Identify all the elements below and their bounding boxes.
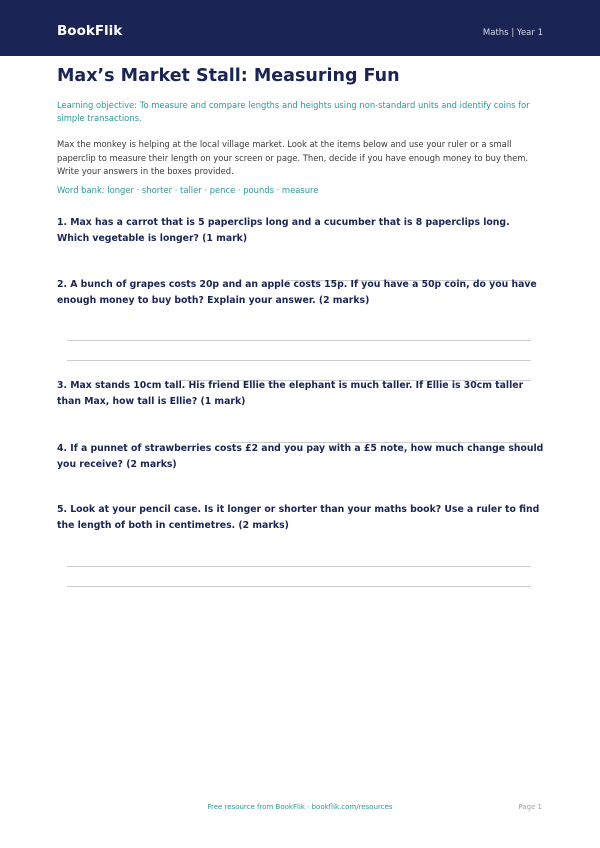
brand-logo: BookFlik	[57, 23, 123, 39]
question-2: 2. A bunch of grapes costs 20p and an apple costs 15p. If you have a 50p coin, do you have enough money to buy both? Explain your answer. (2 marks)	[57, 279, 537, 306]
answer-line[interactable]	[67, 566, 531, 567]
intro-text: Max the monkey is helping at the local village market. Look at the items below and use your ruler or a small paperclip to measure their length on your screen or page. Then, decide if you have enough money to buy them. Write your answers in the boxes provided.	[57, 139, 529, 176]
page-number: Page 1	[518, 803, 542, 811]
question-4: 4. If a punnet of strawberries costs £2 and you pay with a £5 note, how much change should you receive? (2 marks)	[57, 443, 544, 470]
subject-year-label: Maths | Year 1	[482, 28, 543, 38]
question-5: 5. Look at your pencil case. Is it longer or shorter than your maths book? Use a ruler to find the length of both in centimetres. (2 marks)	[57, 504, 540, 531]
page-header	[0, 0, 600, 56]
learning-objective: Learning objective: To measure and compare lengths and heights using non-standard units and identify coins for simple transactions.	[57, 100, 530, 123]
footer-resource-link[interactable]: Free resource from BookFlik · bookflik.com/resources	[207, 803, 393, 811]
word-bank: Word bank: longer · shorter · taller · pence · pounds · measure	[57, 185, 319, 195]
answer-line[interactable]	[67, 340, 531, 341]
page-title: Max’s Market Stall: Measuring Fun	[57, 66, 400, 86]
answer-line[interactable]	[67, 586, 531, 587]
question-3: 3. Max stands 10cm tall. His friend Ellie the elephant is much taller. If Ellie is 30cm taller than Max, how tall is Ellie? (1 mark)	[57, 380, 524, 407]
question-1: 1. Max has a carrot that is 5 paperclips long and a cucumber that is 8 paperclips long. Which vegetable is longer? (1 mark)	[57, 217, 510, 244]
answer-line[interactable]	[67, 360, 531, 361]
